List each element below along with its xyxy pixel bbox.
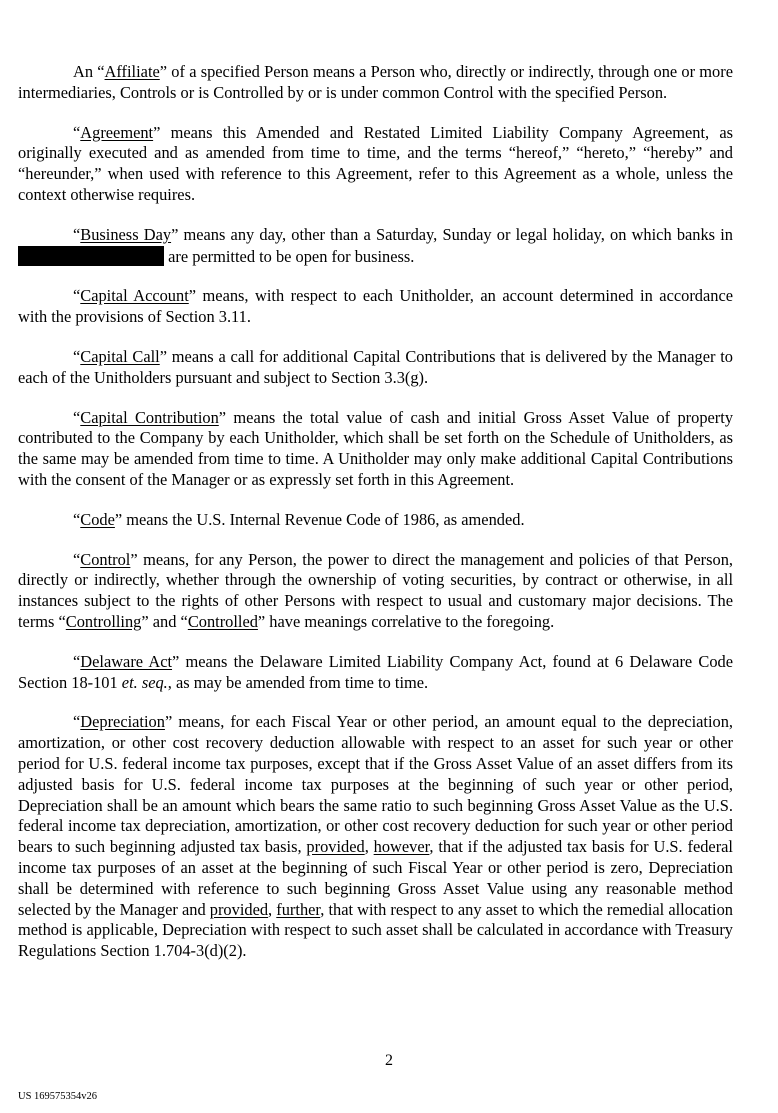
definition-text: , [268, 899, 277, 919]
definition-text: ” means a call for additional Capital Contributions that is delivered by the Manager to each of the Unitholders pursuant and subject to Section 3.3(g). [18, 346, 733, 387]
paragraph-agreement [18, 123, 733, 206]
paragraph-capital-call [18, 347, 733, 389]
definition-text: , as may be amended from time to time. [167, 672, 429, 692]
quote: “ [73, 346, 81, 366]
defined-term: Controlled [187, 611, 258, 631]
paragraph-code [18, 510, 733, 531]
underlined-word: further [276, 899, 321, 919]
quote: “ [73, 224, 81, 244]
paragraph-delaware-act [18, 652, 733, 694]
defined-term: Delaware Act [80, 651, 173, 671]
defined-term: Capital Call [80, 346, 160, 366]
definition-text: , that if the adjusted tax basis for U.S. federal income tax purposes of an asset at the beginning of such Fiscal Year or other period is zero, Depreciation shall be determined with reference to such beginning Gross Asset Value using any reasonable method selected by the Manager and [18, 837, 733, 919]
quote: “ [73, 549, 81, 569]
quote: “ [73, 122, 81, 142]
definition-text: , [364, 837, 374, 857]
underlined-word: provided [209, 899, 269, 919]
quote: “ [73, 407, 81, 427]
definition-text: , that with respect to any asset to which the remedial allocation method is applicable, Depreciation with respect to such asset shall be calculated in accordance with Treasury Regulations Section 1.704-3(d)(2). [18, 899, 733, 961]
defined-term: Capital Account [80, 286, 189, 306]
defined-term: Control [80, 549, 131, 569]
paragraph-depreciation [18, 712, 733, 962]
definition-text: ” means the total value of cash and initial Gross Asset Value of property contributed to the Company by each Unitholder, which shall be set forth on the Schedule of Unitholders, as the same may be amended from time to time. A Unitholder may only make additional Capital Contributions with the consent of the Manager or as expressly set forth in this Agreement. [18, 407, 734, 489]
redaction-box [18, 246, 164, 266]
defined-term: Capital Contribution [80, 407, 219, 427]
quote: “ [73, 712, 81, 732]
document-body [18, 62, 733, 981]
italic-text: et. seq. [121, 672, 168, 692]
definition-text: ” means the Delaware Limited Liability Company Act, found at 6 Delaware Code Section 18-101 [18, 651, 733, 692]
defined-term: Affiliate [104, 62, 160, 81]
defined-term: Business Day [80, 224, 172, 244]
paragraph-capital-account [18, 286, 733, 328]
definition-text: ” means, for each Fiscal Year or other period, an amount equal to the depreciation, amortization, or other cost recovery deduction allowable with respect to an asset for such year or other period for U.S. federal income tax purposes, except that if the Gross Asset Value of an asset differs from its adjusted basis for U.S. federal income tax purposes at the beginning of such year or other period, Depreciation shall be an amount which bears the same ratio to such beginning Gross Asset Value as the U.S. federal income tax depreciation, amortization, or other cost recovery deduction for such year or other period bears to such beginning adjusted tax basis, [18, 712, 733, 857]
definition-text: ” means, for any Person, the power to direct the management and policies of that Person, directly or indirectly, whether through the ownership of voting securities, by contract or otherwise, in all instances subject to the rights of other Persons with respect to usual and customary major decisions. The terms “ [18, 549, 733, 631]
definition-text: ” means this Amended and Restated Limited Liability Company Agreement, as originally executed and as amended from time to time, and the terms “hereof,” “hereto,” “hereby” and “hereunder,” when used with reference to this Agreement, refer to this Agreement as a whole, unless the context otherwise requires. [18, 122, 733, 204]
document-footer-id: US 169575354v26 [18, 1091, 98, 1102]
paragraph-affiliate [18, 62, 733, 104]
underlined-word: provided [306, 837, 365, 857]
quote: An “ [73, 62, 105, 81]
defined-term: Depreciation [80, 712, 165, 732]
underlined-word: however [373, 837, 430, 857]
quote: “ [73, 286, 81, 306]
defined-term: Controlling [65, 611, 142, 631]
quote: “ [73, 509, 81, 529]
definition-text: ” of a specified Person means a Person who, directly or indirectly, through one or more intermediaries, Controls or is Controlled by or is under common Control with the specified Person. [18, 62, 733, 102]
definition-text: ” have meanings correlative to the foregoing. [257, 611, 555, 631]
definition-text: are permitted to be open for business. [164, 246, 415, 266]
defined-term: Agreement [80, 122, 154, 142]
paragraph-business-day [18, 225, 733, 268]
definition-text: ” and “ [141, 611, 188, 631]
definition-text: ” means the U.S. Internal Revenue Code of 1986, as amended. [114, 509, 525, 529]
paragraph-capital-contribution [18, 408, 733, 491]
page-number: 2 [385, 1052, 393, 1069]
paragraph-control [18, 550, 733, 633]
quote: “ [73, 651, 81, 671]
defined-term: Code [80, 509, 115, 529]
definition-text: ” means any day, other than a Saturday, Sunday or legal holiday, on which banks in [171, 224, 733, 244]
definition-text: ” means, with respect to each Unitholder, an account determined in accordance with the provisions of Section 3.11. [18, 286, 734, 327]
